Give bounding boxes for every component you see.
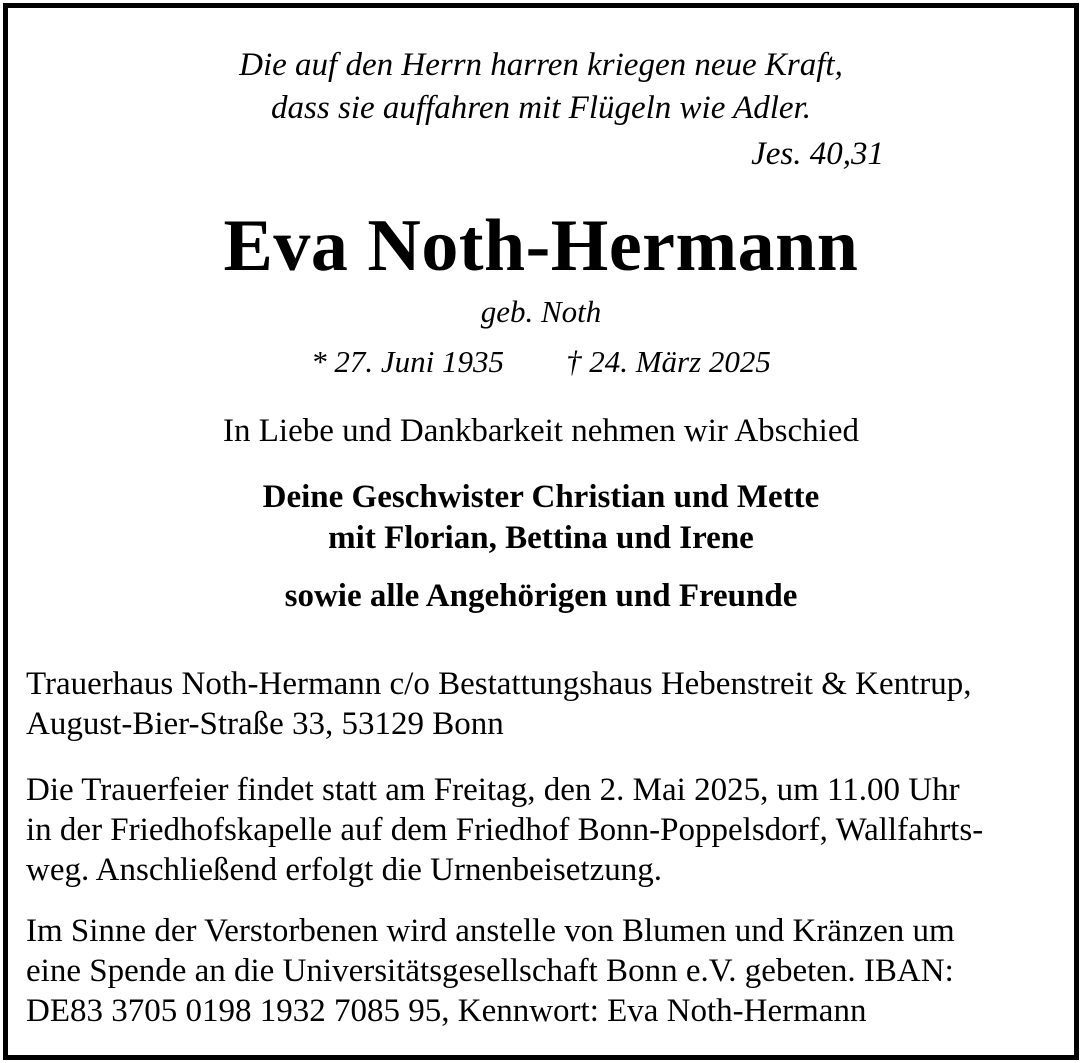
life-dates (8, 342, 1074, 382)
ceremony-line-1: Die Trauerfeier findet statt am Freitag, den 2. Mai 2025, um 11.00 Uhr (26, 772, 960, 808)
verse-line-1: Die auf den Herrn harren kriegen neue Kraft, (239, 47, 843, 83)
deceased-name: Eva Noth-Hermann (223, 205, 859, 287)
ceremony-line-3: weg. Anschließend erfolgt die Urnenbeisetzung. (26, 852, 662, 888)
mourning-address (26, 664, 1056, 744)
farewell-line: In Liebe und Dankbarkeit nehmen wir Abschied (223, 413, 859, 449)
address-line-1: Trauerhaus Noth-Hermann c/o Bestattungshaus Hebenstreit & Kentrup, (26, 666, 972, 702)
donation-line-3: DE83 3705 0198 1932 7085 95, Kennwort: Eva Noth-Hermann (26, 993, 867, 1029)
ceremony-line-2: in der Friedhofskapelle auf dem Friedhof Bonn-Poppelsdorf, Wallfahrts- (26, 812, 984, 848)
death-date: † 24. März 2025 (565, 344, 771, 379)
mourners-line-2: mit Florian, Bettina und Irene (328, 520, 754, 556)
donation-request (26, 911, 1056, 1031)
birth-name: geb. Noth (480, 294, 602, 329)
birth-date: * 27. Juni 1935 (311, 344, 504, 379)
obituary-frame (3, 3, 1079, 1060)
donation-line-1: Im Sinne der Verstorbenen wird anstelle von Blumen und Kränzen um (26, 913, 955, 949)
ceremony-details (26, 770, 1056, 890)
address-line-2: August-Bier-Straße 33, 53129 Bonn (26, 706, 504, 742)
donation-line-2: eine Spende an die Universitätsgesellschaft Bonn e.V. gebeten. IBAN: (26, 953, 954, 989)
mourners-others: sowie alle Angehörigen und Freunde (284, 578, 798, 614)
mourners-line-1: Deine Geschwister Christian und Mette (262, 479, 820, 515)
mourners-family (8, 477, 1074, 559)
bible-verse (8, 44, 1074, 130)
verse-reference: Jes. 40,31 (751, 136, 884, 172)
verse-line-2: dass sie auffahren mit Flügeln wie Adler. (271, 90, 811, 126)
